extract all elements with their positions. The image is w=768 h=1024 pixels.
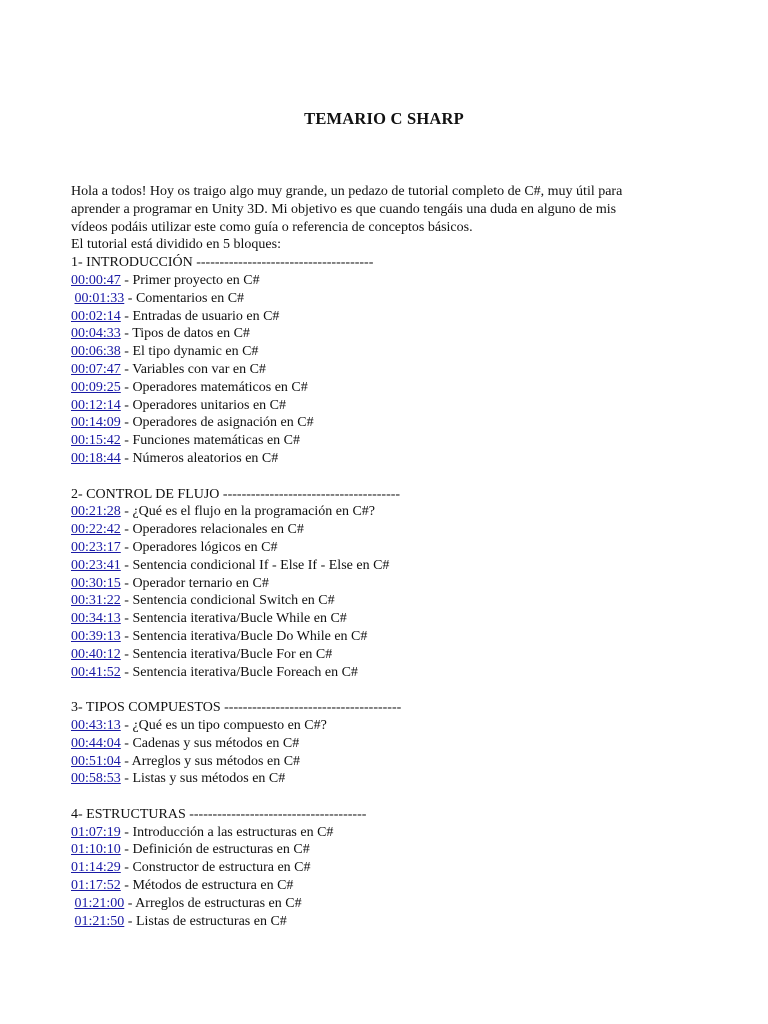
page-title: TEMARIO C SHARP [304,109,464,128]
entry-title: - Tipos de datos en C# [120,326,250,342]
timestamp-link[interactable]: 00:21:28 [71,504,121,520]
section-heading: 1- INTRODUCCIÓN -------------------------------------- [71,255,374,271]
syllabus-entry [71,361,711,379]
timestamp-link[interactable]: 00:07:47 [71,361,121,377]
entry-title: - Entradas de usuario en C# [120,308,280,324]
entry-title: - Primer proyecto en C# [120,272,260,288]
syllabus-entry [71,432,711,450]
timestamp-link[interactable]: 01:10:10 [71,842,121,858]
timestamp-link[interactable]: 00:34:13 [71,611,121,627]
syllabus-entry [71,414,711,432]
timestamp-link[interactable]: 01:21:50 [74,913,125,929]
entry-title: - Operadores matemáticos en C# [120,379,308,395]
syllabus-entry [71,521,711,539]
timestamp-link[interactable]: 00:22:42 [71,522,121,538]
document-body [71,183,711,930]
syllabus-entry [71,859,711,877]
timestamp-link[interactable]: 01:14:29 [71,860,121,876]
entry-title: - Definición de estructuras en C# [120,842,310,858]
syllabus-entry [71,325,711,343]
entry-title: - Operadores unitarios en C# [120,397,287,413]
syllabus-entry [71,895,711,913]
syllabus-entry [71,717,711,735]
syllabus-entry [71,770,711,788]
syllabus-section [71,699,711,788]
entry-title: - Sentencia condicional Switch en C# [120,593,335,609]
entry-title: - Arreglos de estructuras en C# [124,895,302,911]
timestamp-link[interactable]: 00:09:25 [71,379,121,395]
entry-title: - Variables con var en C# [120,361,266,377]
entry-title: - El tipo dynamic en C# [120,344,259,360]
entry-title: - Introducción a las estructuras en C# [120,824,334,840]
entry-title: - Operadores lógicos en C# [120,539,278,555]
entry-title: - Sentencia iterativa/Bucle Foreach en C# [120,664,358,680]
entry-title: - Números aleatorios en C# [120,450,279,466]
section-heading: 3- TIPOS COMPUESTOS -------------------------------------- [71,700,402,716]
entry-title: - Sentencia iterativa/Bucle Do While en C# [120,628,368,644]
syllabus-entry [71,735,711,753]
intro-line: aprender a programar en Unity 3D. Mi objetivo es que cuando tengáis una duda en alguno de mis [71,201,617,217]
syllabus-entry [71,592,711,610]
syllabus-entry [71,877,711,895]
syllabus-entry [71,557,711,575]
timestamp-link[interactable]: 00:31:22 [71,593,121,609]
timestamp-link[interactable]: 00:00:47 [71,272,121,288]
syllabus-entry [71,539,711,557]
intro-line: Hola a todos! Hoy os traigo algo muy grande, un pedazo de tutorial completo de C#, muy útil para [71,184,623,199]
timestamp-link[interactable]: 01:21:00 [74,895,125,911]
syllabus-sections [71,254,711,930]
entry-title: - Constructor de estructura en C# [120,860,311,876]
syllabus-entry [71,503,711,521]
intro-line: El tutorial está dividido en 5 bloques: [71,237,281,253]
syllabus-section [71,486,711,682]
syllabus-entry [71,753,711,771]
entry-title: - ¿Qué es un tipo compuesto en C#? [120,717,327,733]
timestamp-link[interactable]: 00:12:14 [71,397,121,413]
entry-title: - ¿Qué es el flujo en la programación en C#? [120,504,376,520]
entry-title: - Sentencia iterativa/Bucle While en C# [120,611,347,627]
timestamp-link[interactable]: 00:43:13 [71,717,121,733]
entry-title: - Listas y sus métodos en C# [120,771,286,787]
syllabus-section [71,806,711,931]
syllabus-entry [71,841,711,859]
timestamp-link[interactable]: 00:14:09 [71,415,121,431]
syllabus-entry [71,290,711,308]
entry-title: - Sentencia iterativa/Bucle For en C# [120,646,333,662]
timestamp-link[interactable]: 00:18:44 [71,450,121,466]
syllabus-entry [71,824,711,842]
syllabus-entry [71,450,711,468]
syllabus-entry [71,628,711,646]
timestamp-link[interactable]: 00:02:14 [71,308,121,324]
section-heading: 2- CONTROL DE FLUJO -------------------------------------- [71,486,401,502]
intro-paragraph [71,183,711,254]
syllabus-entry [71,610,711,628]
timestamp-link[interactable]: 00:58:53 [71,771,121,787]
syllabus-entry [71,646,711,664]
timestamp-link[interactable]: 01:07:19 [71,824,121,840]
entry-title: - Comentarios en C# [124,290,245,306]
timestamp-link[interactable]: 00:30:15 [71,575,121,591]
timestamp-link[interactable]: 00:01:33 [74,290,125,306]
section-heading: 4- ESTRUCTURAS -------------------------------------- [71,806,367,822]
syllabus-entry [71,379,711,397]
intro-line: vídeos podáis utilizar este como guía o referencia de conceptos básicos. [71,219,473,235]
syllabus-entry [71,664,711,682]
timestamp-link[interactable]: 00:06:38 [71,344,121,360]
entry-title: - Operadores relacionales en C# [120,522,304,538]
syllabus-entry [71,343,711,361]
timestamp-link[interactable]: 00:41:52 [71,664,121,680]
entry-title: - Funciones matemáticas en C# [120,433,301,449]
syllabus-entry [71,397,711,415]
timestamp-link[interactable]: 00:23:17 [71,539,121,555]
timestamp-link[interactable]: 00:51:04 [71,753,121,769]
entry-title: - Listas de estructuras en C# [124,913,287,929]
syllabus-section [71,254,711,468]
syllabus-entry [71,308,711,326]
timestamp-link[interactable]: 00:23:41 [71,557,121,573]
timestamp-link[interactable]: 00:04:33 [71,326,121,342]
timestamp-link[interactable]: 00:44:04 [71,735,121,751]
timestamp-link[interactable]: 01:17:52 [71,878,121,894]
syllabus-entry [71,575,711,593]
entry-title: - Operador ternario en C# [120,575,269,591]
entry-title: - Cadenas y sus métodos en C# [120,735,300,751]
timestamp-link[interactable]: 00:15:42 [71,433,121,449]
entry-title: - Sentencia condicional If - Else If - Else en C# [120,557,390,573]
entry-title: - Arreglos y sus métodos en C# [120,753,301,769]
entry-title: - Métodos de estructura en C# [120,878,294,894]
syllabus-entry [71,913,711,931]
syllabus-entry [71,272,711,290]
entry-title: - Operadores de asignación en C# [120,415,314,431]
timestamp-link[interactable]: 00:40:12 [71,646,121,662]
timestamp-link[interactable]: 00:39:13 [71,628,121,644]
